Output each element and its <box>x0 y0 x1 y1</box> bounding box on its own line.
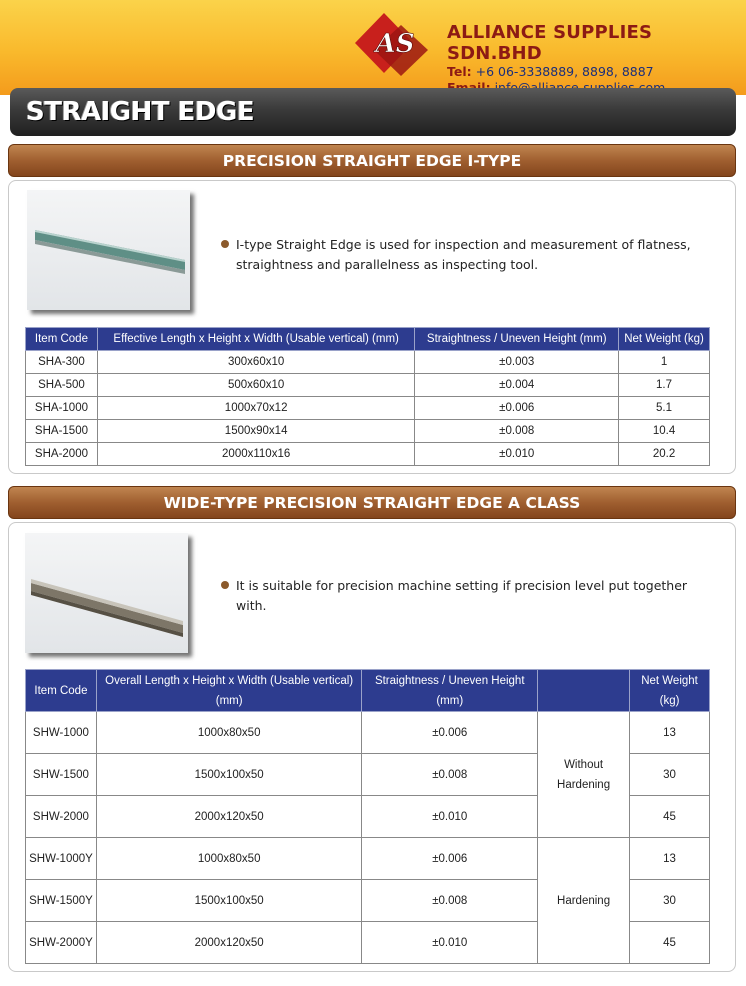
wide-type-straight-edge-photo <box>25 533 188 653</box>
table-row <box>26 838 710 880</box>
col-straightness: Straightness / Uneven Height (mm) <box>415 328 619 351</box>
col-item-code: Item Code <box>26 328 98 351</box>
cell-straightness: ±0.006 <box>362 838 538 880</box>
bullet-icon <box>221 240 229 248</box>
section2-description <box>221 576 711 616</box>
section2-header <box>8 486 736 519</box>
cell-straightness: ±0.010 <box>362 922 538 964</box>
section2-title: WIDE-TYPE PRECISION STRAIGHT EDGE A CLASS <box>163 493 581 512</box>
cell-net-weight: 20.2 <box>619 443 710 466</box>
cell-straightness: ±0.010 <box>362 796 538 838</box>
cell-dimensions: 2000x120x50 <box>96 922 361 964</box>
table-row <box>26 443 710 466</box>
cell-net-weight: 30 <box>630 880 710 922</box>
cell-net-weight: 10.4 <box>619 420 710 443</box>
table-row <box>26 374 710 397</box>
cell-dimensions: 300x60x10 <box>97 351 414 374</box>
table-row <box>26 712 710 754</box>
logo-text: AS <box>375 29 415 59</box>
col-net-weight: Net Weight (kg) <box>619 328 710 351</box>
cell-straightness: ±0.003 <box>415 351 619 374</box>
cell-dimensions: 2000x120x50 <box>96 796 361 838</box>
cell-item-code: SHA-1000 <box>26 397 98 420</box>
col-straightness: Straightness / Uneven Height (mm) <box>362 670 538 712</box>
cell-straightness: ±0.008 <box>362 880 538 922</box>
cell-item-code: SHW-1000Y <box>26 838 97 880</box>
bullet-icon <box>221 581 229 589</box>
page-title: STRAIGHT EDGE <box>26 97 255 127</box>
title-bar <box>10 88 736 136</box>
col-dimensions: Effective Length x Height x Width (Usable vertical) (mm) <box>97 328 414 351</box>
cell-item-code: SHW-2000 <box>26 796 97 838</box>
table-row <box>26 397 710 420</box>
cell-straightness: ±0.008 <box>362 754 538 796</box>
company-name: ALLIANCE SUPPLIES SDN.BHD <box>447 22 653 64</box>
cell-item-code: SHW-2000Y <box>26 922 97 964</box>
cell-straightness: ±0.004 <box>415 374 619 397</box>
cell-item-code: SHW-1500Y <box>26 880 97 922</box>
cell-straightness: ±0.006 <box>415 397 619 420</box>
cell-item-code: SHW-1500 <box>26 754 97 796</box>
table-row <box>26 351 710 374</box>
i-type-spec-table <box>25 327 710 466</box>
col-dimensions: Overall Length x Height x Width (Usable vertical) (mm) <box>96 670 361 712</box>
cell-straightness: ±0.006 <box>362 712 538 754</box>
cell-dimensions: 1500x100x50 <box>96 754 361 796</box>
tel-label: Tel: <box>447 64 472 79</box>
group-hardening: Hardening <box>538 838 630 964</box>
cell-item-code: SHA-300 <box>26 351 98 374</box>
section1-description <box>221 235 691 275</box>
section1-header <box>8 144 736 177</box>
cell-item-code: SHA-2000 <box>26 443 98 466</box>
cell-item-code: SHW-1000 <box>26 712 97 754</box>
wide-type-spec-table <box>25 669 710 964</box>
cell-dimensions: 2000x110x16 <box>97 443 414 466</box>
table-row <box>26 420 710 443</box>
cell-net-weight: 5.1 <box>619 397 710 420</box>
cell-net-weight: 1 <box>619 351 710 374</box>
group-without-hardening: Without Hardening <box>538 712 630 838</box>
cell-dimensions: 1500x100x50 <box>96 880 361 922</box>
company-logo <box>352 10 438 80</box>
cell-straightness: ±0.010 <box>415 443 619 466</box>
col-hardening <box>538 670 630 712</box>
cell-net-weight: 45 <box>630 796 710 838</box>
cell-item-code: SHA-500 <box>26 374 98 397</box>
cell-net-weight: 13 <box>630 712 710 754</box>
cell-dimensions: 1000x70x12 <box>97 397 414 420</box>
cell-item-code: SHA-1500 <box>26 420 98 443</box>
table-header-row <box>26 670 710 712</box>
section1-description-text: I-type Straight Edge is used for inspection and measurement of flatness, straightness and parallelness as inspecting tool. <box>236 237 691 272</box>
cell-net-weight: 30 <box>630 754 710 796</box>
cell-straightness: ±0.008 <box>415 420 619 443</box>
tel-line <box>447 64 746 80</box>
tel-value: +6 06-3338889, 8898, 8887 <box>475 64 654 79</box>
section1-title: PRECISION STRAIGHT EDGE I-TYPE <box>222 151 522 170</box>
section2-description-text: It is suitable for precision machine setting if precision level put together with. <box>236 578 688 613</box>
company-info <box>447 22 746 96</box>
cell-net-weight: 13 <box>630 838 710 880</box>
i-type-straight-edge-photo <box>27 190 190 310</box>
table-header-row <box>26 328 710 351</box>
col-net-weight: Net Weight (kg) <box>630 670 710 712</box>
cell-dimensions: 500x60x10 <box>97 374 414 397</box>
cell-net-weight: 1.7 <box>619 374 710 397</box>
cell-dimensions: 1000x80x50 <box>96 838 361 880</box>
cell-net-weight: 45 <box>630 922 710 964</box>
cell-dimensions: 1000x80x50 <box>96 712 361 754</box>
col-item-code: Item Code <box>26 670 97 712</box>
cell-dimensions: 1500x90x14 <box>97 420 414 443</box>
